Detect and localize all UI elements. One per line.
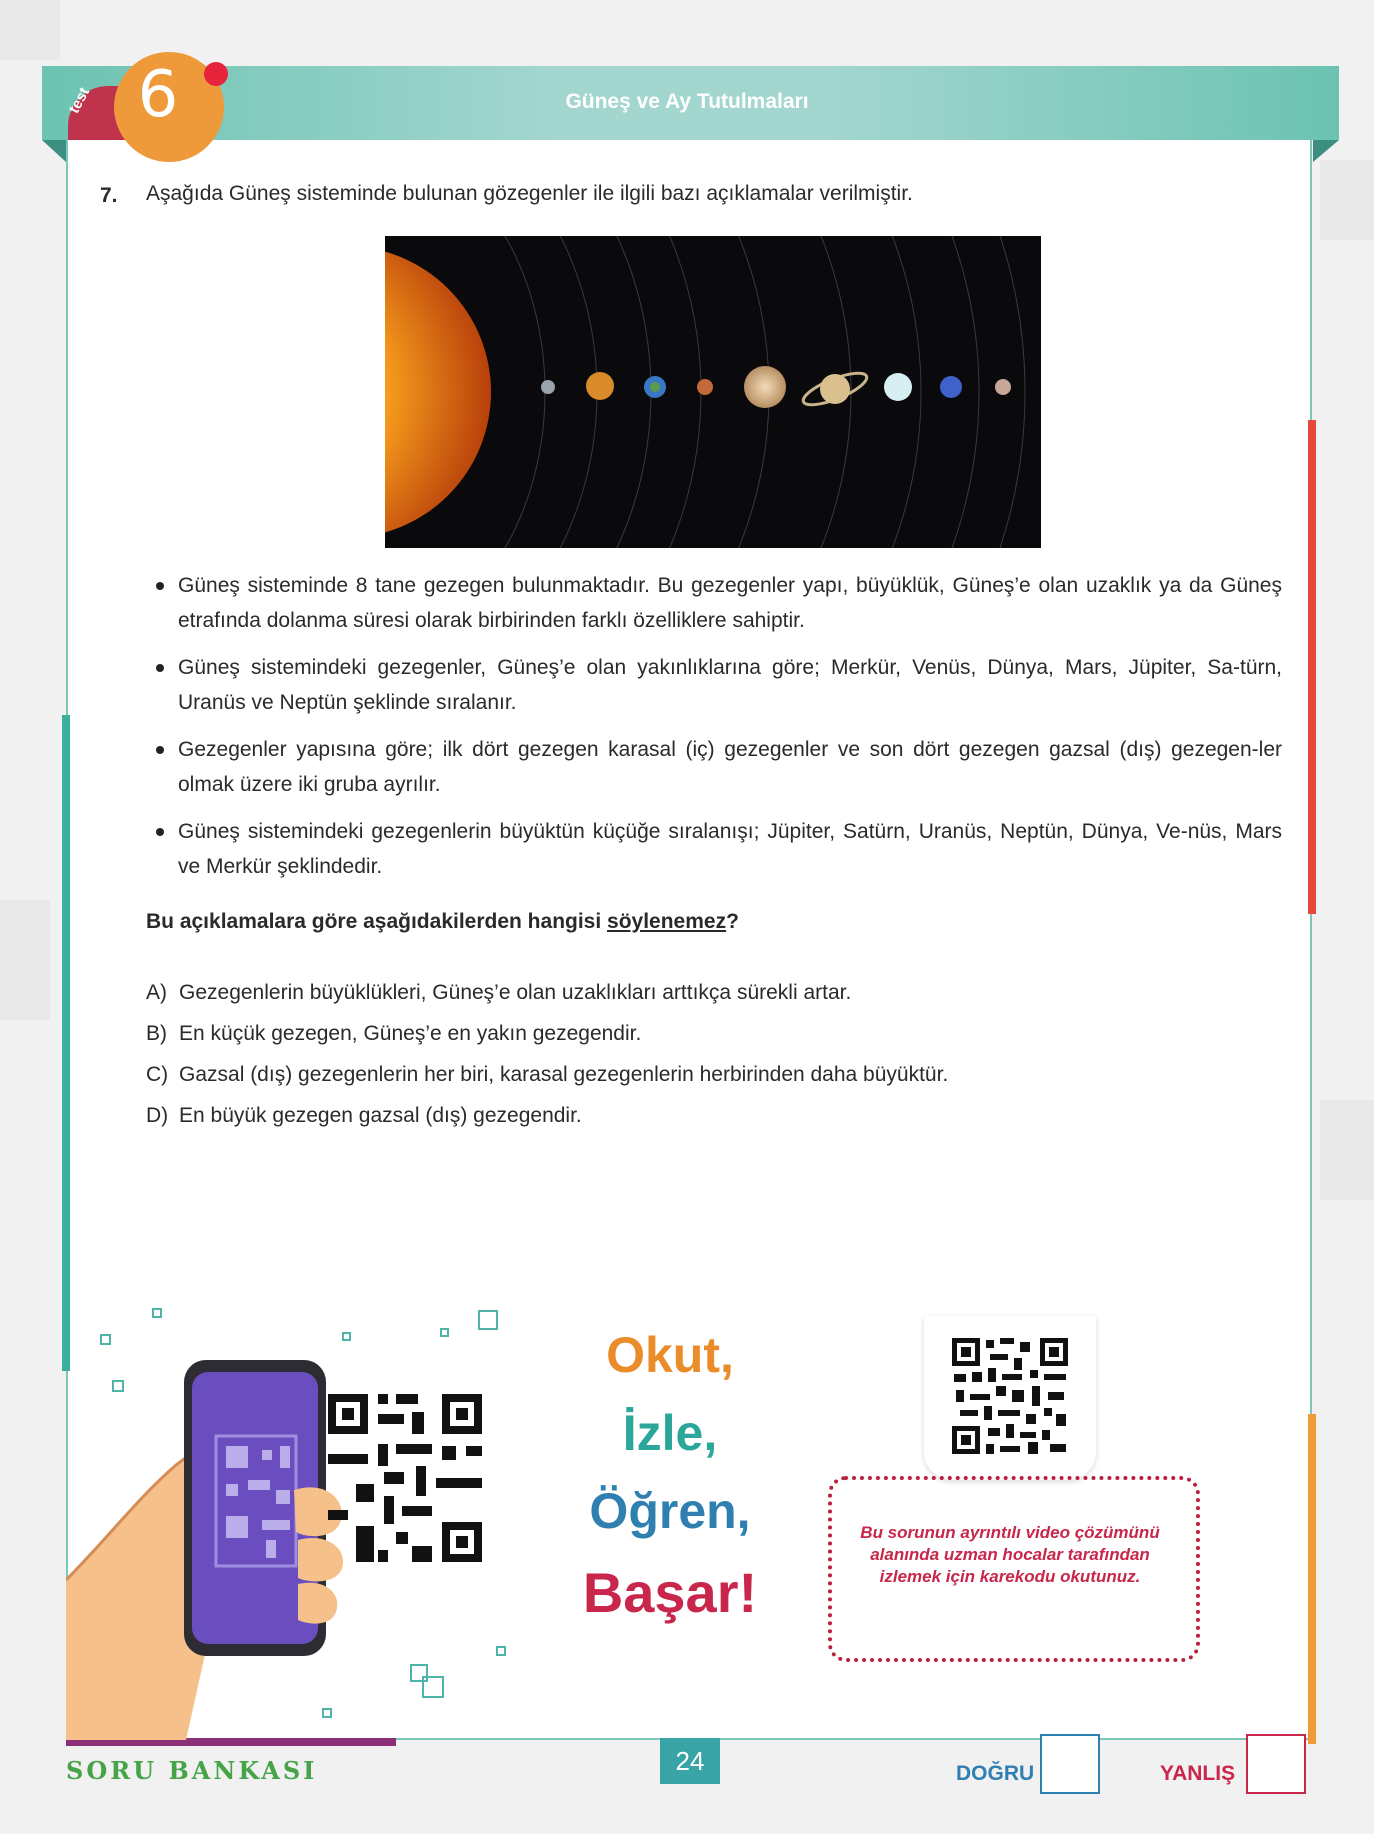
option-d[interactable]: D) En büyük gezegen gazsal (dış) gezegendir. <box>146 1104 582 1127</box>
wrong-count-box[interactable] <box>1246 1734 1306 1794</box>
statement-item: Güneş sistemindeki gezegenlerin büyüktün küçüğe sıralanışı; Jüpiter, Satürn, Uranüs, Neptün, Dünya, Ve-nüs, Mars ve Merkür şeklindedir. <box>146 814 1282 884</box>
bullet-icon <box>156 582 164 590</box>
option-b[interactable]: B) En küçük gezegen, Güneş’e en yakın gezegendir. <box>146 1022 642 1045</box>
side-bar-red <box>1308 420 1316 914</box>
phone-scan-illustration <box>66 1350 496 1740</box>
question-number: 7. <box>100 184 118 207</box>
deco-square <box>152 1308 162 1318</box>
correct-label: DOĞRU <box>956 1762 1035 1785</box>
wrong-label: YANLIŞ <box>1160 1762 1236 1785</box>
page-number: 24 <box>660 1738 720 1784</box>
statement-item: Gezegenler yapısına göre; ilk dört gezegen karasal (iç) gezegenler ve son dört gezegen gazsal (dış) gezegen-ler olmak üzere iki gruba ayrılır. <box>146 732 1282 802</box>
deco-square <box>100 1334 111 1345</box>
statement-list <box>146 568 1282 896</box>
answer-options <box>146 972 948 1136</box>
header-fold-left <box>42 140 66 162</box>
badge-dot <box>204 62 228 86</box>
side-bar-orange <box>1308 1414 1316 1744</box>
option-a[interactable]: A) Gezegenlerin büyüklükleri, Güneş’e olan uzaklıkları arttıkça sürekli artar. <box>146 981 852 1004</box>
solar-system-image <box>385 236 1041 548</box>
deco-square <box>478 1310 498 1330</box>
side-bar-teal <box>62 715 70 1371</box>
slogan-line-2: İzle, <box>622 1405 718 1461</box>
correct-count-box[interactable] <box>1040 1734 1100 1794</box>
deco-square <box>440 1328 449 1337</box>
statement-item: Güneş sistemindeki gezegenler, Güneş’e olan yakınlıklarına göre; Merkür, Venüs, Dünya, Mars, Jüpiter, Sa-türn, Uranüs ve Neptün şeklinde sıralanır. <box>146 650 1282 720</box>
slogan-line-3: Öğren, <box>589 1483 751 1539</box>
page-title: Güneş ve Ay Tutulmaları <box>565 90 809 113</box>
test-number: 6 <box>137 58 179 132</box>
qr-code-icon[interactable] <box>952 1338 1068 1454</box>
deco-square <box>342 1332 351 1341</box>
info-text: Bu sorunun ayrıntılı video çözümünü alanında uzman hocalar tarafından izlemek için karekodu okutunuz. <box>860 1523 1160 1586</box>
deco-square <box>496 1646 506 1656</box>
bullet-icon <box>156 664 164 672</box>
question-prompt: Bu açıklamalara göre aşağıdakilerden hangisi söylenemez? <box>146 910 739 933</box>
test-label: test <box>65 84 94 117</box>
option-c[interactable]: C) Gazsal (dış) gezegenlerin her biri, karasal gezegenlerin herbirinden daha büyüktür. <box>146 1063 949 1086</box>
question-stem: Aşağıda Güneş sisteminde bulunan gözegenler ile ilgili bazı açıklamalar verilmiştir. <box>146 182 913 205</box>
statement-item: Güneş sisteminde 8 tane gezegen bulunmaktadır. Bu gezegenler yapı, büyüklük, Güneş’e olan uzaklık ya da Güneş etrafında dolanma süresi olarak birbirinden farklı özelliklere sahiptir. <box>146 568 1282 638</box>
bullet-icon <box>156 828 164 836</box>
slogan-line-4: Başar! <box>582 1561 758 1624</box>
bullet-icon <box>156 746 164 754</box>
brand-label: SORU BANKASI <box>66 1756 318 1785</box>
header-fold-right <box>1313 140 1339 162</box>
slogan-line-1: Okut, <box>606 1327 734 1383</box>
